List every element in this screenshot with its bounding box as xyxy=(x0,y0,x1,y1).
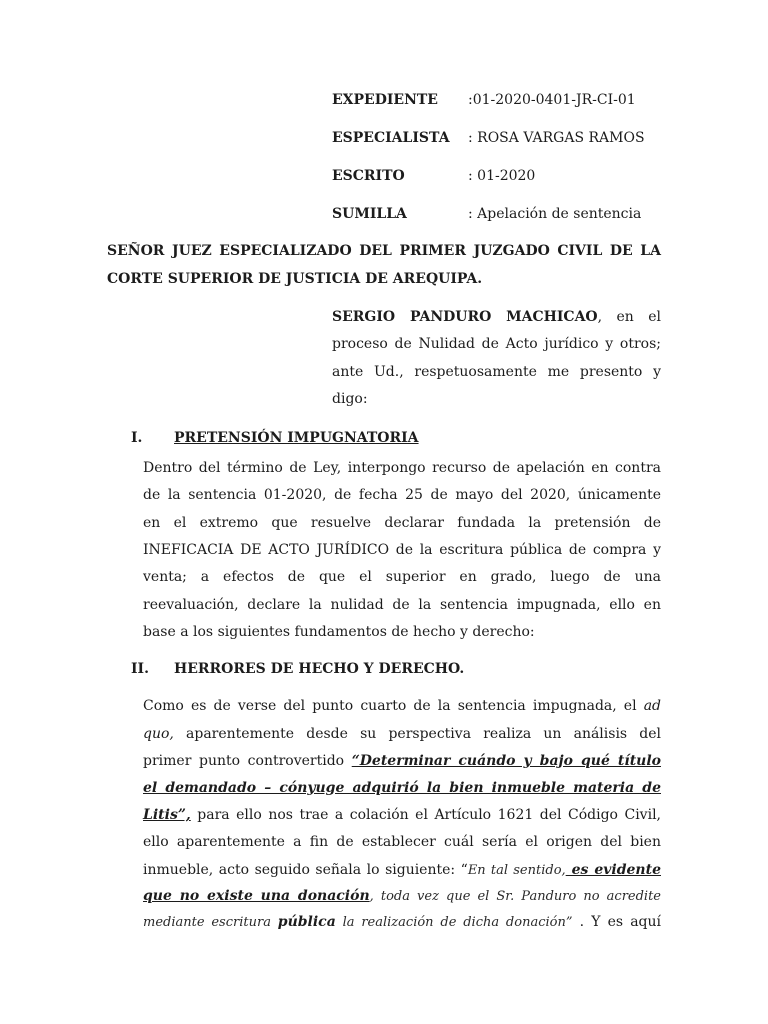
sumilla-label: SUMILLA xyxy=(332,206,407,222)
section-2-line-5 xyxy=(143,805,661,825)
section-1-line-6: reevaluación, declare la nulidad de la sentencia impugnada, ello en xyxy=(143,597,661,613)
section-2-line-2 xyxy=(143,724,661,744)
s2-l3-a: primer punto controvertido xyxy=(143,753,352,769)
section-2-line-3 xyxy=(143,751,661,771)
expediente-value: :01-2020-0401-JR-CI-01 xyxy=(468,92,636,108)
s2-l2-a: quo, xyxy=(143,726,174,742)
section-1-line-3: en el extremo que resuelve declarar fundada la pretensión de xyxy=(143,515,661,531)
section-1-number: I. xyxy=(131,430,143,446)
petitioner-line-1-rest: , en el xyxy=(597,309,661,325)
section-2-line-1 xyxy=(143,696,661,716)
section-2-line-4: el demandado – cónyuge adquirió la bien inmueble materia de xyxy=(143,780,661,796)
section-2-line-8 xyxy=(143,886,661,907)
s2-l5-b: para ello nos trae a colación el Artículo 1621 del Código Civil, xyxy=(190,807,661,823)
sumilla-value: : Apelación de sentencia xyxy=(468,206,642,222)
s2-l9-d: . Y es aquí xyxy=(572,914,662,930)
section-1-line-2: de la sentencia 01-2020, de fecha 25 de mayo del 2020, únicamente xyxy=(143,487,661,503)
escrito-label: ESCRITO xyxy=(332,168,405,184)
section-2-line-7 xyxy=(143,860,661,881)
petitioner-line-3: ante Ud., respetuosamente me presento y xyxy=(332,364,661,380)
s2-l9-b: pública xyxy=(277,914,336,930)
expediente-label: EXPEDIENTE xyxy=(332,92,438,108)
especialista-label: ESPECIALISTA xyxy=(332,130,450,146)
addressee-line-1: SEÑOR JUEZ ESPECIALIZADO DEL PRIMER JUZGADO CIVIL DE LA xyxy=(107,243,661,259)
petitioner-line-4: digo: xyxy=(332,391,368,407)
section-2-line-6: ello aparentemente a fin de establecer cuál sería el origen del bien xyxy=(143,834,661,850)
section-2-number: II. xyxy=(131,661,149,677)
s2-l1-b: ad xyxy=(643,698,661,714)
petitioner-line-1 xyxy=(332,307,661,327)
section-1-line-5: venta; a efectos de que el superior en grado, luego de una xyxy=(143,569,661,585)
addressee-line-2: CORTE SUPERIOR DE JUSTICIA DE AREQUIPA. xyxy=(107,271,483,287)
s2-l9-a: mediante escritura xyxy=(143,915,278,930)
escrito-value: : 01-2020 xyxy=(468,168,536,184)
s2-l9-c: la realización de dicha donación” xyxy=(335,915,573,930)
s2-l7-a: inmueble, acto seguido señala lo siguiente: “ xyxy=(143,862,468,878)
s2-l7-c: es evidente xyxy=(565,862,661,878)
section-1-line-7: base a los siguientes fundamentos de hecho y derecho: xyxy=(143,624,535,640)
s2-l8-a: que no existe una donación xyxy=(143,888,370,904)
petitioner-line-2: proceso de Nulidad de Acto jurídico y otros; xyxy=(332,336,661,352)
s2-l7-b: En tal sentido, xyxy=(467,863,566,878)
especialista-value: : ROSA VARGAS RAMOS xyxy=(468,130,645,146)
section-1-line-4: INEFICACIA DE ACTO JURÍDICO de la escritura pública de compra y xyxy=(143,542,661,558)
petitioner-name: SERGIO PANDURO MACHICAO xyxy=(332,309,598,325)
section-1-line-1: Dentro del término de Ley, interpongo recurso de apelación en contra xyxy=(143,460,661,476)
section-2-title: HERRORES DE HECHO Y DERECHO. xyxy=(174,661,465,677)
s2-l5-a: Litis”, xyxy=(143,807,191,823)
section-1-title: PRETENSIÓN IMPUGNATORIA xyxy=(174,430,419,446)
s2-l1-a: Como es de verse del punto cuarto de la sentencia impugnada, el xyxy=(143,698,644,714)
s2-l8-b: , toda vez que el Sr. Panduro no acredite xyxy=(369,889,661,904)
section-2-line-9 xyxy=(143,912,661,933)
s2-l2-b: aparentemente desde su perspectiva realiza un análisis del xyxy=(173,726,661,742)
s2-l3-b: “Determinar cuándo y bajo qué título xyxy=(351,753,661,769)
